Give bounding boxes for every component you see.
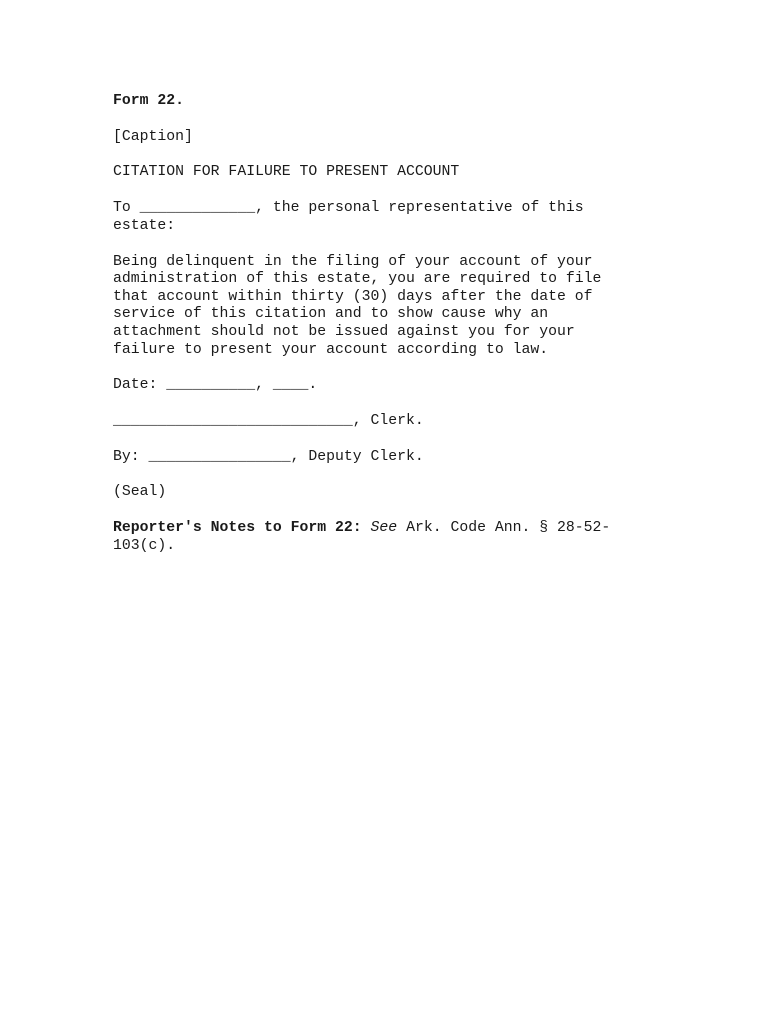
reporters-note-label: Reporter's Notes to Form 22: [113,520,362,536]
body-line: Being delinquent in the filing of your account of your [113,254,593,270]
body-line: attachment should not be issued against you for your [113,324,575,340]
statute-citation: Ark. Code Ann. § 28-52- [406,520,611,536]
body-line: service of this citation and to show cause why an [113,306,549,322]
to-line-1: To _____________, the personal representative of this [113,200,584,216]
clerk-signature-line: ___________________________, Clerk. [113,413,424,429]
body-line: that account within thirty (30) days after the date of [113,289,593,305]
see-signal: See [370,520,398,536]
deputy-clerk-line: By: ________________, Deputy Clerk. [113,449,424,465]
to-line-2: estate: [113,218,176,234]
form-title: Form 22. [113,93,185,109]
caption: [Caption] [113,129,193,145]
seal-label: (Seal) [113,484,167,500]
date-line: Date: __________, ____. [113,377,318,393]
reporters-note-line-2: 103(c). [113,538,176,554]
body-line: administration of this estate, you are required to file [113,271,602,287]
citation-title: CITATION FOR FAILURE TO PRESENT ACCOUNT [113,164,460,180]
reporters-note-line-1 [113,520,610,538]
body-line: failure to present your account according to law. [113,342,549,358]
